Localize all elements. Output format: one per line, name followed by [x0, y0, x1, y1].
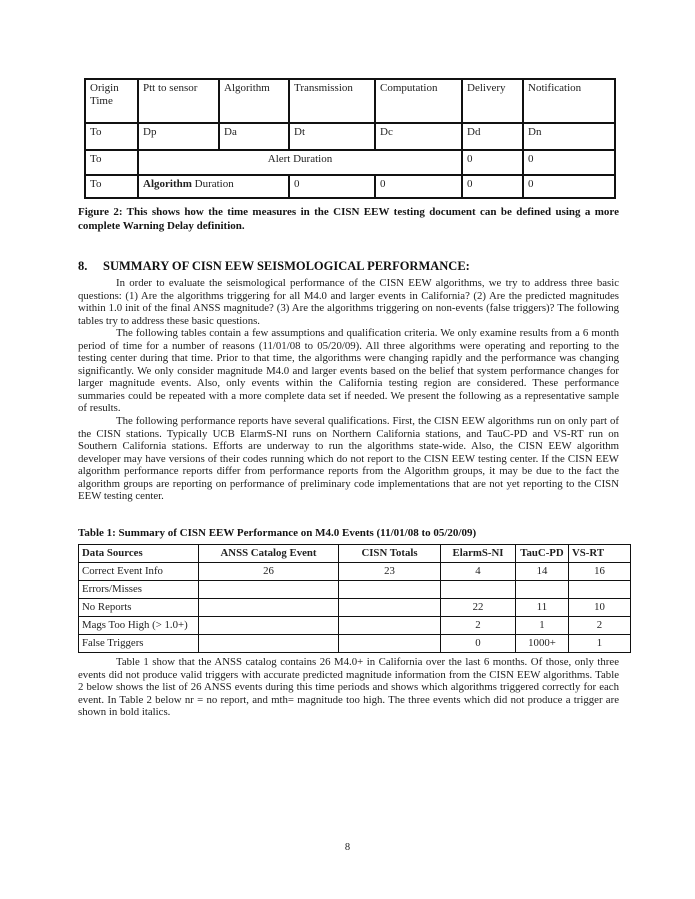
section-title: SUMMARY OF CISN EEW SEISMOLOGICAL PERFORMANCE:	[103, 259, 470, 273]
table-cell: Dd	[462, 123, 523, 150]
table-cell: To	[85, 150, 138, 175]
table-header-cell: Algorithm	[219, 79, 289, 123]
body-text-block	[78, 656, 619, 719]
table-cell	[441, 581, 516, 599]
table-cell: 0	[462, 175, 523, 198]
table-row	[79, 563, 631, 581]
table-cell	[199, 635, 339, 653]
table-header-cell: Data Sources	[79, 545, 199, 563]
table-cell	[199, 581, 339, 599]
table-row	[79, 617, 631, 635]
table-header-cell: Notification	[523, 79, 615, 123]
table-cell: 1000+	[516, 635, 569, 653]
table-cell	[339, 617, 441, 635]
table-cell: Dc	[375, 123, 462, 150]
table-header-cell: VS-RT	[569, 545, 631, 563]
table-cell: 10	[569, 599, 631, 617]
body-text-block	[78, 277, 619, 503]
table-cell: 1	[516, 617, 569, 635]
table-header-cell: Ptt to sensor	[138, 79, 219, 123]
table-header-cell: ElarmS-NI	[441, 545, 516, 563]
table-cell: 1	[569, 635, 631, 653]
table-header-cell: Computation	[375, 79, 462, 123]
table-cell: 26	[199, 563, 339, 581]
paragraph: Table 1 show that the ANSS catalog contains 26 M4.0+ in California over the last 6 months. Of those, only three events did not produce valid triggers with accurate predicted magnitude information from the CISN EEW algorithms. Table 2 below shows the list of 26 ANSS events during this time periods and shows which algorithms triggered correctly for each event. In Table 2 below nr = no report, and mth= magnitude too high. The three events which did not produce a trigger are shown in bold italics.	[78, 656, 619, 719]
table-cell	[199, 617, 339, 635]
table-cell: 22	[441, 599, 516, 617]
table-cell: 2	[569, 617, 631, 635]
figure2-alert-row	[85, 150, 615, 175]
table-cell	[569, 581, 631, 599]
table1	[78, 544, 631, 653]
table-header-cell: Origin Time	[85, 79, 138, 123]
row-label: No Reports	[79, 599, 199, 617]
paragraph: The following performance reports have several qualifications. First, the CISN EEW algorithms run on only part of the CISN stations. Typically UCB ElarmS-NI runs on Northern California stations, and TauC-PD and VS-RT run on Southern California stations. Efforts are underway to run the algorithms state-wide. Also, the CISN EEW algorithm developer may have versions of their codes running which do not report to the CISN EEW testing center. If the CISN EEW algorithm performance reports differ from performance reports from the Algorithm groups, it may be due to the fact the algorithm groups are reporting on performance of preliminary code implementations that are not yet reporting to the CISN EEW testing center.	[78, 415, 619, 503]
table-cell	[516, 581, 569, 599]
table-cell: Alert Duration	[138, 150, 462, 175]
table-cell: 11	[516, 599, 569, 617]
figure2-header-row	[85, 79, 615, 123]
row-label: Correct Event Info	[79, 563, 199, 581]
table-cell: Dt	[289, 123, 375, 150]
table-cell: 0	[462, 150, 523, 175]
table-cell: 4	[441, 563, 516, 581]
table-header-cell: Transmission	[289, 79, 375, 123]
table-cell: 14	[516, 563, 569, 581]
table-cell-text: Duration	[194, 178, 234, 190]
table-row	[79, 581, 631, 599]
row-label: False Triggers	[79, 635, 199, 653]
paragraph: The following tables contain a few assumptions and qualification criteria. We only examine results from a 6 month period of time for a number of reasons (11/01/08 to 05/20/09). All three algorithms were operating and reporting to the testing center during that time. Prior to that time, the algorithms were changing rapidly and the performance was changing significantly. We only consider magnitude M4.0 and larger events based on the belief that system performance changes for larger magnitude events. Also, only events within the California testing region are considered. These performance summaries could be repeated with a more complete data set if needed. We present the following as a representative sample of results.	[78, 327, 619, 415]
row-label: Mags Too High (> 1.0+)	[79, 617, 199, 635]
table-cell: 16	[569, 563, 631, 581]
table-cell	[199, 599, 339, 617]
table-cell: 0	[441, 635, 516, 653]
table-cell	[339, 635, 441, 653]
table-cell	[138, 175, 289, 198]
figure2-table	[84, 78, 616, 199]
table-cell-text: Algorithm	[143, 178, 192, 190]
table1-header-row	[79, 545, 631, 563]
table-header-cell: Delivery	[462, 79, 523, 123]
table-cell: 0	[523, 150, 615, 175]
table-cell: Da	[219, 123, 289, 150]
section-number: 8.	[78, 259, 88, 273]
table-header-cell: ANSS Catalog Event	[199, 545, 339, 563]
table-cell: To	[85, 123, 138, 150]
table-cell: To	[85, 175, 138, 198]
table-row	[79, 599, 631, 617]
table-header-cell: TauC-PD	[516, 545, 569, 563]
section-heading	[78, 259, 619, 274]
table-cell	[339, 581, 441, 599]
table-cell: 0	[375, 175, 462, 198]
table-cell: Dn	[523, 123, 615, 150]
figure2-algorithm-row	[85, 175, 615, 198]
table-cell: 0	[523, 175, 615, 198]
figure2-delay-row	[85, 123, 615, 150]
table-header-cell: CISN Totals	[339, 545, 441, 563]
table-cell: 23	[339, 563, 441, 581]
table-row	[79, 635, 631, 653]
table-cell: Dp	[138, 123, 219, 150]
table-cell: 2	[441, 617, 516, 635]
table-cell	[339, 599, 441, 617]
figure2-caption: Figure 2: This shows how the time measures in the CISN EEW testing document can be defined using a more complete Warning Delay definition.	[78, 206, 619, 232]
paragraph: In order to evaluate the seismological performance of the CISN EEW algorithms, we try to address three basic questions: (1) Are the algorithms triggering for all M4.0 and larger events in California? (2) Are the predicted magnitudes within 1.0 init of the final ANSS magnitude? (3) Are the algorithms triggering on non-events (false triggers)? The following tables try to address these basic questions.	[78, 277, 619, 327]
table-cell: 0	[289, 175, 375, 198]
table1-caption: Table 1: Summary of CISN EEW Performance on M4.0 Events (11/01/08 to 05/20/09)	[78, 527, 477, 539]
page-number: 8	[344, 842, 351, 853]
row-label: Errors/Misses	[79, 581, 199, 599]
